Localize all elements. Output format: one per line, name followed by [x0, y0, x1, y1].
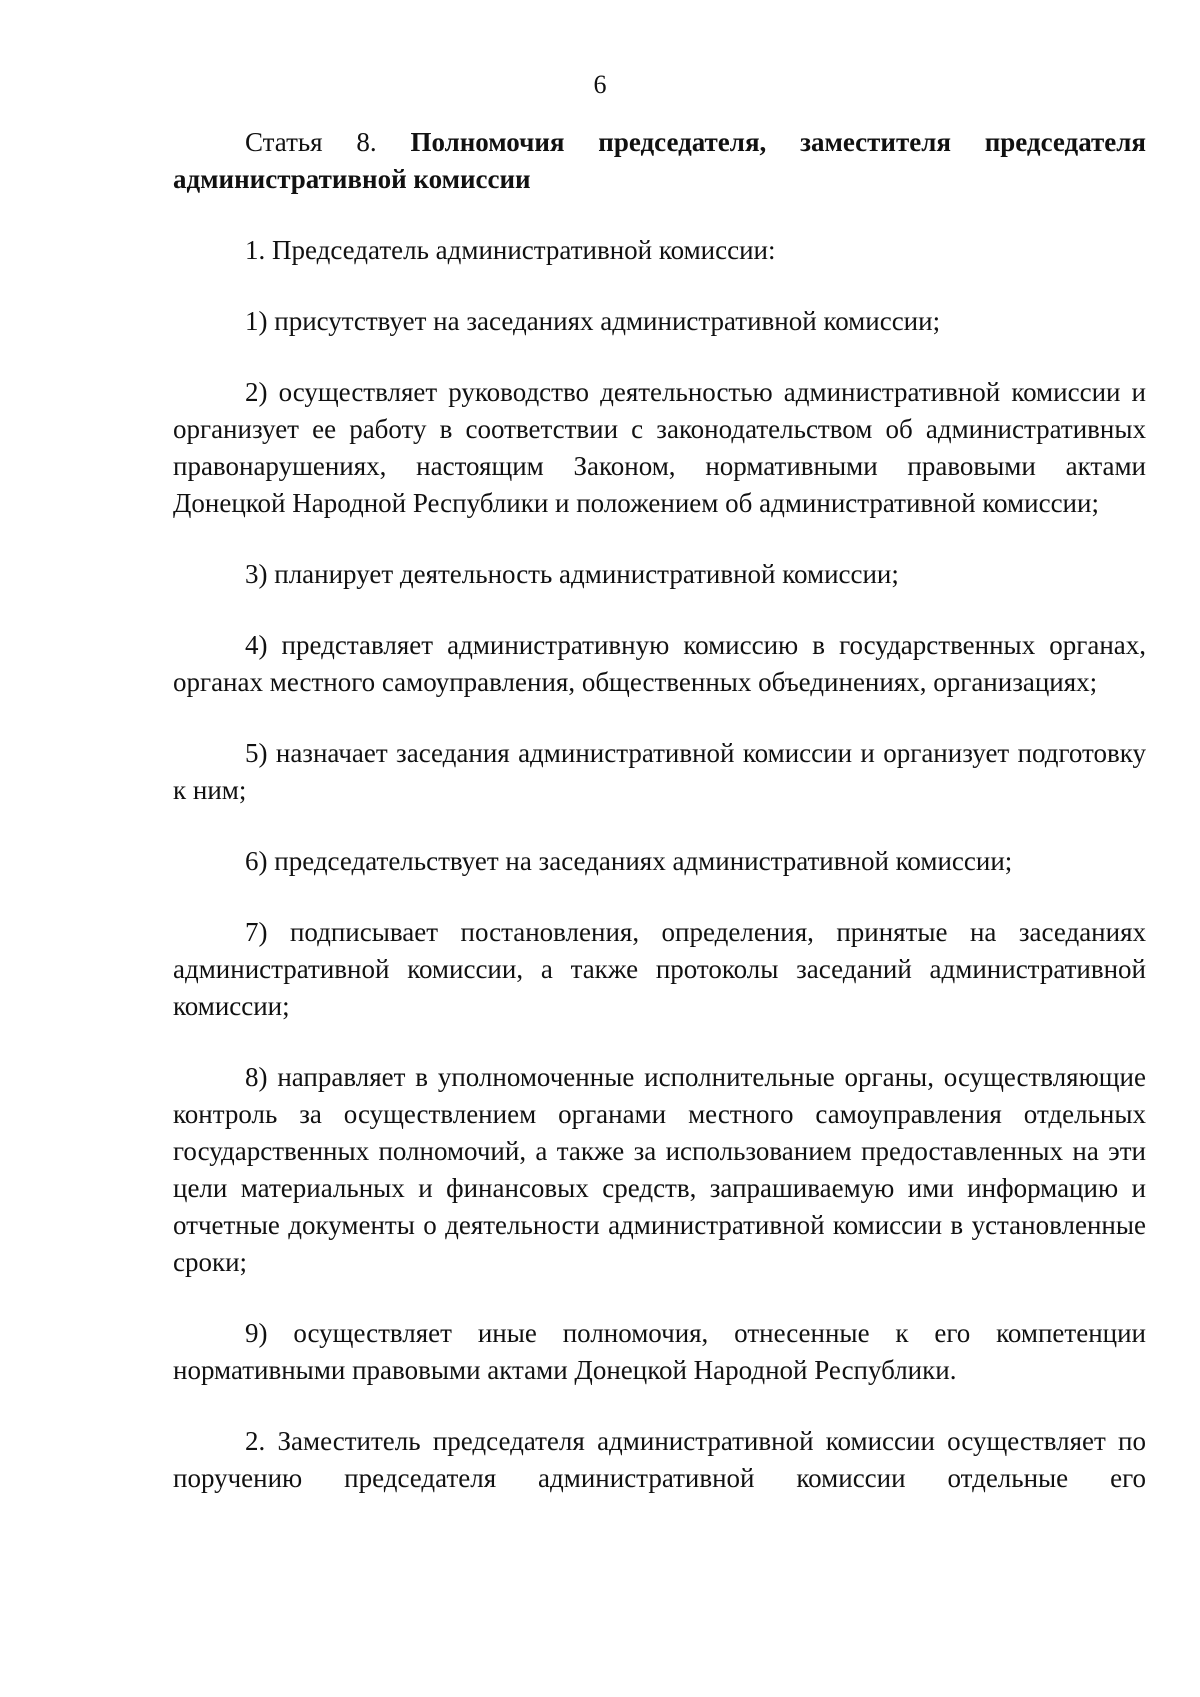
- paragraph-item-1: 1) присутствует на заседаниях административной комиссии;: [245, 306, 941, 336]
- paragraph-item-4: 4) представляет административную комиссию в государственных органах, органах местного самоуправления, общественных объединениях, организациях;: [173, 630, 1146, 697]
- paragraph-item-9: 9) осуществляет иные полномочия, отнесенные к его компетенции нормативными правовыми актами Донецкой Народной Республики.: [173, 1318, 1146, 1385]
- paragraph-1: 1. Председатель административной комиссии:: [245, 235, 776, 265]
- paragraph-item-3: 3) планирует деятельность административной комиссии;: [245, 559, 899, 589]
- article-heading: [173, 124, 1146, 198]
- document-body: [173, 124, 1146, 1531]
- paragraph-item-2: 2) осуществляет руководство деятельностью административной комиссии и организует ее работу в соответствии с законодательством об административных правонарушениях, настоящим Законом, нормативными правовыми актами Донецкой Народной Республики и положением об административной комиссии;: [173, 377, 1146, 518]
- paragraph-item-5: 5) назначает заседания административной комиссии и организует подготовку к ним;: [173, 738, 1146, 805]
- paragraph-item-8: 8) направляет в уполномоченные исполнительные органы, осуществляющие контроль за осуществлением органами местного самоуправления отдельных государственных полномочий, а также за использованием предоставленных на эти цели материальных и финансовых средств, запрашиваемую ими информацию и отчетные документы о деятельности административной комиссии в установленные сроки;: [173, 1062, 1146, 1277]
- paragraph-item-7: 7) подписывает постановления, определения, принятые на заседаниях административной комиссии, а также протоколы заседаний административной комиссии;: [173, 917, 1146, 1021]
- article-label: Статья 8.: [245, 127, 377, 157]
- paragraph-item-6: 6) председательствует на заседаниях административной комиссии;: [245, 846, 1013, 876]
- article-title: Полномочия председателя, заместителя председателя административной комиссии: [173, 127, 1146, 194]
- paragraph-2: 2. Заместитель председателя административной комиссии осуществляет по поручению председателя административной комиссии отдельные его: [173, 1426, 1146, 1493]
- page-number: 6: [593, 70, 607, 99]
